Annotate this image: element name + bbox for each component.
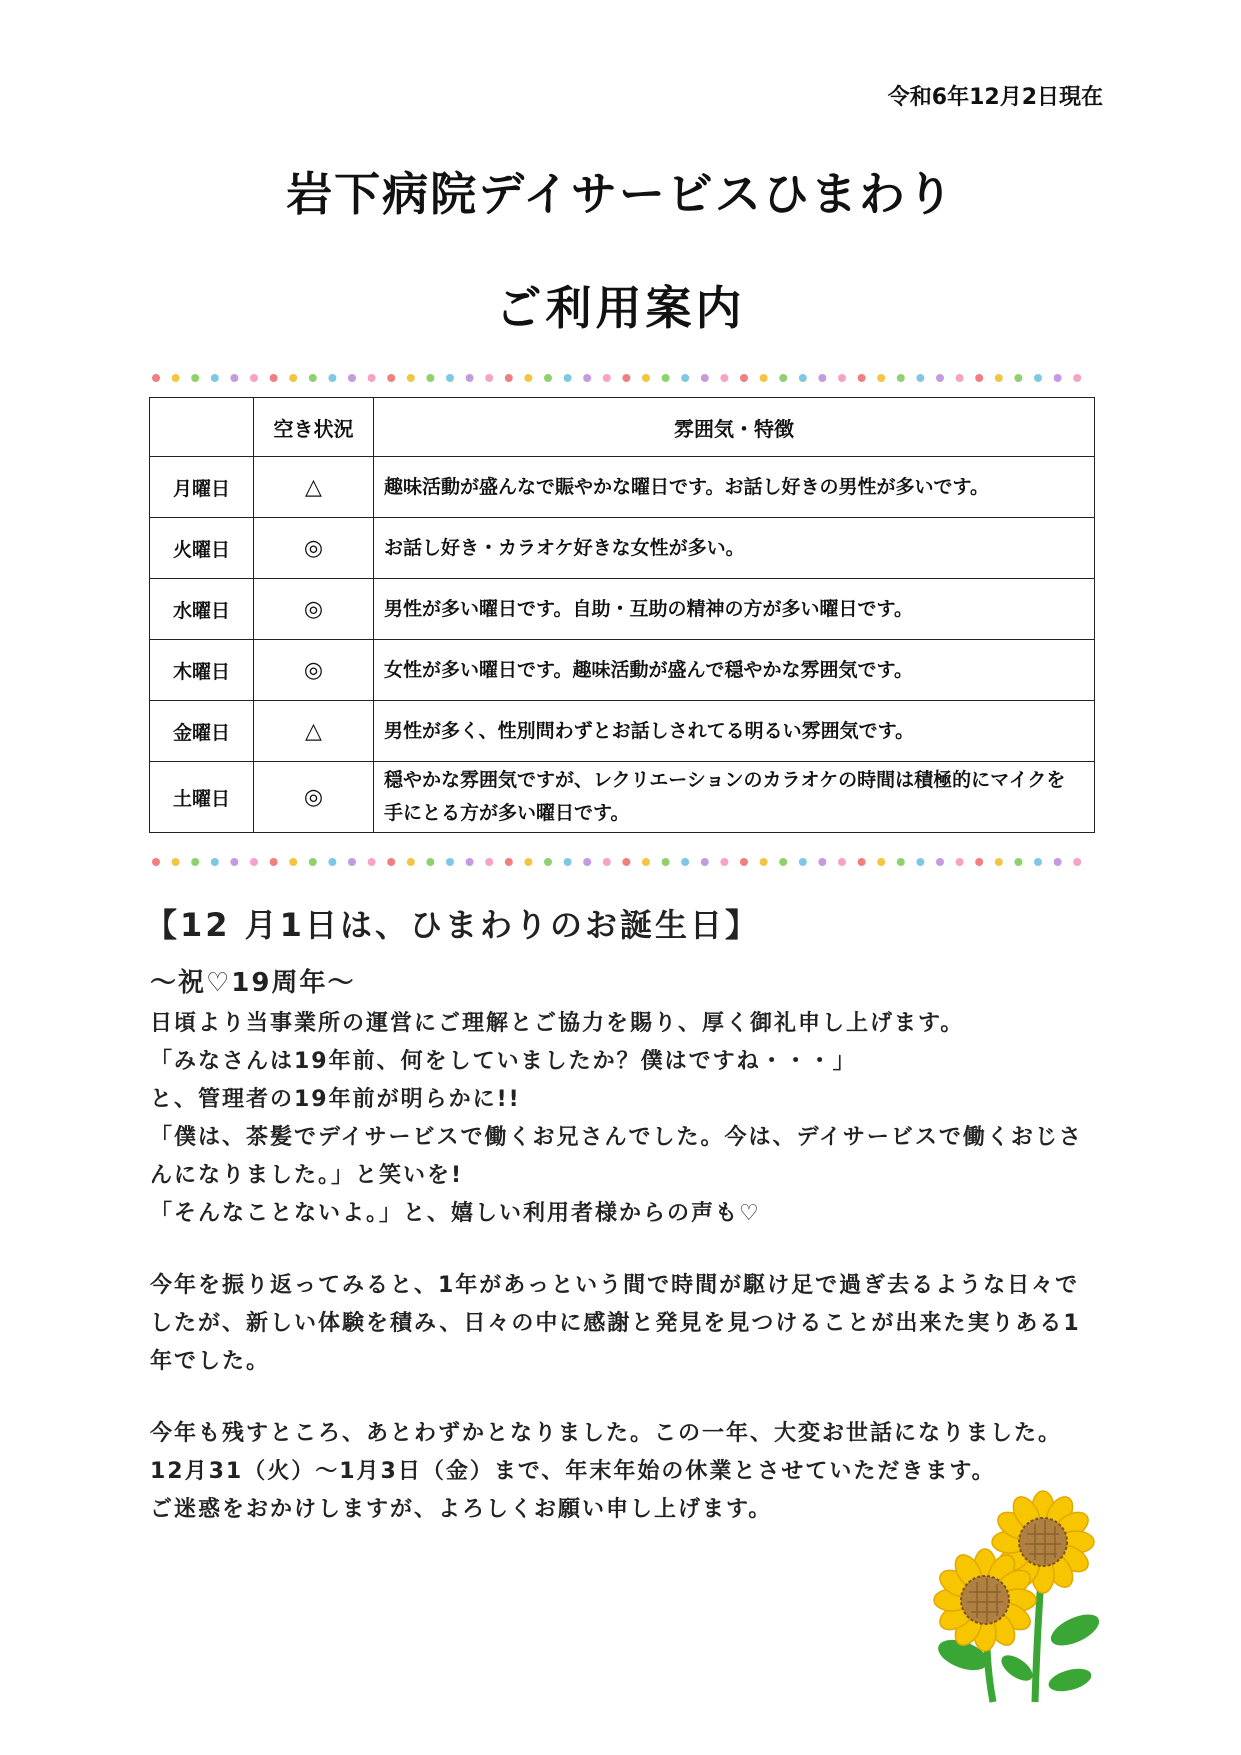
table-row — [150, 579, 1095, 640]
day-saturday: 土曜日 — [150, 762, 254, 833]
divider-dot — [426, 858, 434, 866]
header-day — [150, 398, 254, 457]
divider-dot — [858, 858, 866, 866]
divider-dot — [603, 858, 611, 866]
divider-dot — [681, 858, 689, 866]
divider-dot — [995, 858, 1003, 866]
divider-dot — [799, 374, 807, 382]
divider-dot — [564, 858, 572, 866]
divider-dot — [387, 858, 395, 866]
divider-dot — [642, 374, 650, 382]
divider-dot — [956, 374, 964, 382]
divider-dot — [1034, 858, 1042, 866]
table-header-row — [150, 398, 1095, 457]
date-stamp: 令和6年12月2日現在 — [887, 85, 1103, 110]
divider-dot — [701, 374, 709, 382]
description-tuesday: お話し好き・カラオケ好きな女性が多い。 — [374, 518, 1095, 579]
divider-dot — [662, 858, 670, 866]
divider-dot — [289, 374, 297, 382]
divider-dot — [760, 374, 768, 382]
divider-dot — [916, 858, 924, 866]
divider-dot — [152, 374, 160, 382]
divider-dot — [289, 858, 297, 866]
divider-dot — [1054, 858, 1062, 866]
divider-dot — [426, 374, 434, 382]
divider-dot — [230, 858, 238, 866]
day-monday: 月曜日 — [150, 457, 254, 518]
dotted-divider-bottom — [150, 856, 1090, 868]
divider-dot — [897, 858, 905, 866]
divider-dot — [270, 374, 278, 382]
day-thursday: 木曜日 — [150, 640, 254, 701]
divider-dot — [250, 374, 258, 382]
divider-dot — [701, 858, 709, 866]
divider-dot — [446, 858, 454, 866]
divider-dot — [191, 858, 199, 866]
availability-wednesday: ◎ — [254, 579, 374, 640]
page-title: 岩下病院デイサービスひまわり — [286, 167, 955, 221]
divider-dot — [779, 374, 787, 382]
paragraph-line: 日頃より当事業所の運営にご理解とご協力を賜り、厚く御礼申し上げます。 — [150, 1011, 965, 1036]
divider-dot — [309, 374, 317, 382]
divider-dot — [662, 374, 670, 382]
divider-dot — [564, 374, 572, 382]
divider-dot — [309, 858, 317, 866]
divider-dot — [387, 374, 395, 382]
availability-monday: △ — [254, 457, 374, 518]
divider-dot — [505, 374, 513, 382]
page-subtitle: ご利用案内 — [495, 281, 746, 335]
dotted-divider-top — [150, 372, 1090, 384]
day-friday: 金曜日 — [150, 701, 254, 762]
divider-dot — [544, 858, 552, 866]
description-friday: 男性が多く、性別問わずとお話しされてる明るい雰囲気です。 — [374, 701, 1095, 762]
divider-dot — [524, 374, 532, 382]
divider-dot — [328, 374, 336, 382]
divider-dot — [995, 374, 1003, 382]
description-saturday: 穏やかな雰囲気ですが、レクリエーションのカラオケの時間は積極的にマイクを手にとる方が多い曜日です。 — [374, 762, 1095, 833]
divider-dot — [583, 374, 591, 382]
divider-dot — [583, 858, 591, 866]
divider-dot — [838, 858, 846, 866]
description-wednesday: 男性が多い曜日です。自助・互助の精神の方が多い曜日です。 — [374, 579, 1095, 640]
divider-dot — [172, 374, 180, 382]
paragraph-line: ご迷惑をおかけしますが、よろしくお願い申し上げます。 — [150, 1497, 773, 1522]
divider-dot — [740, 858, 748, 866]
divider-dot — [466, 858, 474, 866]
divider-dot — [740, 374, 748, 382]
table-row — [150, 762, 1095, 833]
divider-dot — [1073, 374, 1081, 382]
article-body — [150, 1005, 1100, 1529]
divider-dot — [877, 858, 885, 866]
divider-dot — [1014, 858, 1022, 866]
divider-dot — [270, 858, 278, 866]
divider-dot — [407, 858, 415, 866]
divider-dot — [956, 858, 964, 866]
divider-dot — [328, 858, 336, 866]
table-row — [150, 701, 1095, 762]
divider-dot — [211, 374, 219, 382]
divider-dot — [230, 374, 238, 382]
divider-dot — [152, 858, 160, 866]
divider-dot — [916, 374, 924, 382]
divider-dot — [720, 858, 728, 866]
sunflower-illustration — [925, 1490, 1100, 1705]
divider-dot — [858, 374, 866, 382]
divider-dot — [799, 858, 807, 866]
description-monday: 趣味活動が盛んなで賑やかな曜日です。お話し好きの男性が多いです。 — [374, 457, 1095, 518]
divider-dot — [172, 858, 180, 866]
paragraph-line: 「そんなことないよ。」と、嬉しい利用者様からの声も♡ — [150, 1201, 761, 1226]
day-wednesday: 水曜日 — [150, 579, 254, 640]
divider-dot — [348, 374, 356, 382]
divider-dot — [818, 374, 826, 382]
divider-dot — [818, 858, 826, 866]
divider-dot — [544, 374, 552, 382]
divider-dot — [407, 374, 415, 382]
availability-table — [149, 397, 1095, 833]
header-availability: 空き状況 — [254, 398, 374, 457]
divider-dot — [975, 858, 983, 866]
day-tuesday: 火曜日 — [150, 518, 254, 579]
divider-dot — [622, 374, 630, 382]
divider-dot — [250, 858, 258, 866]
table-row — [150, 640, 1095, 701]
divider-dot — [603, 374, 611, 382]
divider-dot — [368, 374, 376, 382]
divider-dot — [779, 858, 787, 866]
divider-dot — [466, 374, 474, 382]
divider-dot — [681, 374, 689, 382]
divider-dot — [642, 858, 650, 866]
table-row — [150, 457, 1095, 518]
divider-dot — [877, 374, 885, 382]
paragraph-line: 「みなさんは19年前、何をしていましたか？僕はですね・・・」 — [150, 1049, 857, 1074]
divider-dot — [368, 858, 376, 866]
divider-dot — [1073, 858, 1081, 866]
description-thursday: 女性が多い曜日です。趣味活動が盛んで穏やかな雰囲気です。 — [374, 640, 1095, 701]
section-subheading: ～祝♡19周年～ — [150, 968, 356, 998]
divider-dot — [505, 858, 513, 866]
divider-dot — [760, 858, 768, 866]
divider-dot — [1034, 374, 1042, 382]
availability-friday: △ — [254, 701, 374, 762]
divider-dot — [897, 374, 905, 382]
divider-dot — [936, 374, 944, 382]
availability-saturday: ◎ — [254, 762, 374, 833]
paragraph-line: 今年も残すところ、あとわずかとなりました。この一年、大変お世話になりました。 — [150, 1421, 1063, 1446]
divider-dot — [211, 858, 219, 866]
divider-dot — [485, 374, 493, 382]
divider-dot — [622, 858, 630, 866]
divider-dot — [720, 374, 728, 382]
section-heading: 【12 月1日は、ひまわりのお誕生日】 — [145, 906, 760, 944]
divider-dot — [348, 858, 356, 866]
availability-tuesday: ◎ — [254, 518, 374, 579]
paragraph-line: 12月31（火）～1月3日（金）まで、年末年始の休業とさせていただきます。 — [150, 1459, 996, 1484]
divider-dot — [446, 374, 454, 382]
divider-dot — [1014, 374, 1022, 382]
divider-dot — [524, 858, 532, 866]
availability-thursday: ◎ — [254, 640, 374, 701]
divider-dot — [485, 858, 493, 866]
paragraph-reflection: 今年を振り返ってみると、1年があっという間で時間が駆け足で過ぎ去るような日々でしたが、新しい体験を積み、日々の中に感謝と発見を見つけることが出来た実りある1年でした。 — [150, 1273, 1081, 1374]
header-atmosphere: 雰囲気・特徴 — [374, 398, 1095, 457]
divider-dot — [975, 374, 983, 382]
divider-dot — [936, 858, 944, 866]
divider-dot — [191, 374, 199, 382]
paragraph-line: と、管理者の19年前が明らかに!! — [150, 1087, 521, 1112]
divider-dot — [1054, 374, 1062, 382]
divider-dot — [838, 374, 846, 382]
paragraph-line: 「僕は、茶髪でデイサービスで働くお兄さんでした。今は、デイサービスで働くおじさんになりました。」と笑いを! — [150, 1125, 1083, 1188]
table-row — [150, 518, 1095, 579]
